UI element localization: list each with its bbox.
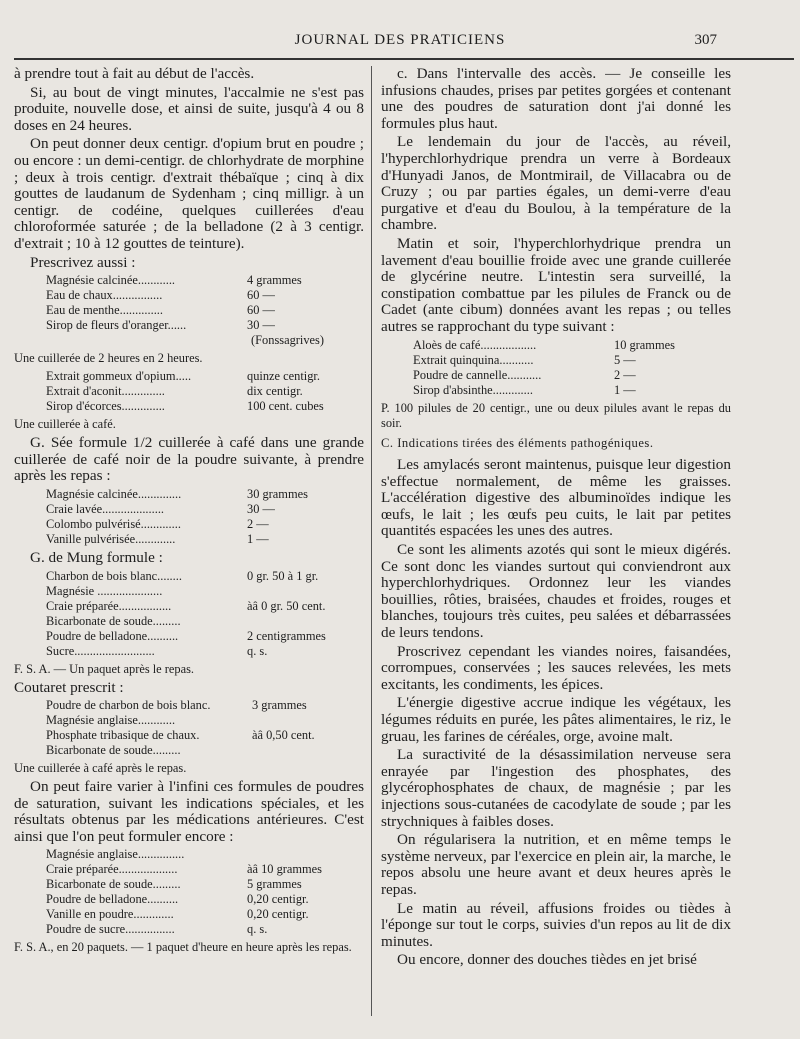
dosage-note: P. 100 pilules de 20 centigr., une ou deux pilules avant le repas du soir. [381,400,731,430]
quantity: 0 gr. 50 à 1 gr. [247,568,319,583]
paragraph: à prendre tout à fait au début de l'accès. [14,65,255,82]
prescription-row [14,569,364,584]
ingredient: Poudre de belladone.......... [46,892,179,907]
paragraph: G. Sée formule 1/2 cuillerée à café dans une grande cuillerée de café noir de la poudre suivante, à prendre après les repas : [14,434,364,485]
ingredient: Vanille pulvérisée............. [46,531,176,546]
quantity [241,847,247,862]
prescription-row [14,532,364,547]
ingredient: Bicarbonate de soude......... [46,877,181,892]
prescription-row [14,369,364,384]
paragraph: Le lendemain du jour de l'accès, au réveil, l'hyperchlorhydrique prendra un verre à Bordeaux d'Hunyadi Janos, de Montmirail, de Villacabra ou de Cruzy ; ou par parties égales, un demi-verre d'eau purgative et d'eau du Boulou, à la température de la chambre. [381,133,731,234]
prescription-table [14,847,364,937]
dosage-note: Une cuillerée à café. [14,417,116,432]
prescription-row [14,728,364,743]
page-header [0,28,800,58]
quantity: 5 grammes [247,877,302,892]
dosage-note: Une cuillerée à café après le repas. [14,761,187,776]
prescription-row [14,922,364,937]
page-number: 307 [694,32,717,48]
ingredient: Craie préparée................... [46,862,178,877]
ingredient: Sucre.......................... [46,643,155,658]
quantity: 2 — [247,516,269,531]
ingredient: Poudre de sucre................ [46,922,175,937]
prescription-row [381,338,731,353]
prescription-table [381,338,731,398]
prescription-row [14,629,364,644]
ingredient: Poudre de belladone.......... [46,628,179,643]
quantity: dix centigr. [247,384,303,399]
quantity: 60 — [247,303,275,318]
quantity: 10 grammes [614,337,675,352]
prescription-row [381,368,731,383]
paragraph: Proscrivez cependant les viandes noires, faisandées, corrompues, conservées ; les sauces relevées, les mets excitants, les condiments, les épices. [381,642,731,693]
prescription-table [14,698,364,758]
prescription-table [14,369,364,414]
paragraph: L'énergie digestive accrue indique les végétaux, les légumes réduits en purée, les pâtes alimentaires, le riz, le gruau, les farines de céréales, orge, avoine malt. [381,694,731,745]
quantity: quinze centigr. [247,369,320,384]
quantity: àâ 0 gr. 50 cent. [247,598,326,613]
prescription-row [14,288,364,303]
ingredient: Extrait d'aconit.............. [46,384,165,399]
prescription-row [14,517,364,532]
ingredient: Sirop de fleurs d'oranger...... [46,318,187,333]
prescription-row [14,384,364,399]
quantity: 2 centigrammes [247,628,326,643]
ingredient: Magnésie calcinée.............. [46,486,182,501]
prescription-row [14,698,364,713]
prescription-attribution: (Fonssagrives) [251,333,324,348]
ingredient: Eau de chaux................ [46,288,163,303]
paragraph: Ce sont les aliments azotés qui sont le mieux digérés. Ce sont donc les viandes surtout qui conviendront aux hyperchlorhydriques. Ordonnez leur les viandes bouillies, rôties, braisées, chaudes et froides, rouges et blanches, toujours très cuites, peu salées et débarrassées de leurs tendons. [381,541,731,642]
prescription-row [14,599,364,614]
quantity [241,584,247,599]
quantity: 30 — [247,501,275,516]
prescription-row [14,644,364,659]
prescription-row [14,713,364,728]
ingredient: Extrait gommeux d'opium..... [46,369,192,384]
prescription-table [14,273,364,348]
dosage-note: F. S. A., en 20 paquets. — 1 paquet d'heure en heure après les repas. [14,940,352,955]
quantity: 4 grammes [247,273,302,288]
prescription-row [14,743,364,758]
header-rule [14,58,794,60]
prescription-row [14,399,364,414]
ingredient: Eau de menthe.............. [46,303,163,318]
quantity: àâ 10 grammes [247,862,323,877]
quantity: 100 cent. cubes [247,399,324,414]
quantity: 1 — [614,382,636,397]
paragraph: Coutaret prescrit : [14,678,124,696]
quantity [246,743,252,758]
prescription-row [381,353,731,368]
prescription-row [14,318,364,333]
paragraph: La suractivité de la désassimilation nerveuse sera enrayée par l'ingestion des phosphates, des glycérophosphates de chaux, de magnésie ; par les injections sous-cutanées de cacodylate de soude ; par les strychniques à faibles doses. [381,746,731,830]
prescription-row [14,847,364,862]
paragraph: Matin et soir, l'hyperchlorhydrique prendra un lavement d'eau bouillie froide avec une grande cuillerée de glycérine neutre. L'intestin sera surveillé, la constipation combattue par les pilules de Franck ou de Cadet (ante cibum) données avant les repas ; ou telles autres se rapprochant du type suivant : [381,234,731,335]
quantity: 0,20 centigr. [247,892,309,907]
ingredient: Phosphate tribasique de chaux. [46,728,200,743]
ingredient: Magnésie ..................... [46,583,163,598]
paragraph: Ou encore, donner des douches tièdes en jet brisé [397,951,697,969]
paragraph: c. Dans l'intervalle des accès. — Je conseille les infusions chaudes, prises par petites gorgées et contenant une des poudres de saturation dont j'ai donné les formules plus haut. [381,65,731,132]
quantity: 0,20 centigr. [247,907,309,922]
quantity: 2 — [614,367,636,382]
quantity: q. s. [247,643,268,658]
left-column [14,66,364,958]
quantity: 1 — [247,531,269,546]
prescription-row [14,584,364,599]
dosage-note: F. S. A. — Un paquet après le repas. [14,661,195,676]
ingredient: Colombo pulvérisé............. [46,516,181,531]
paragraph: On régularisera la nutrition, et en même temps le système nerveux, par l'exercice en plein air, la marche, le repos absolu une heure avant et deux heures après le repas. [381,831,731,898]
ingredient: Magnésie calcinée............ [46,273,176,288]
prescription-table [14,569,364,659]
prescription-row [14,487,364,502]
prescription-row [14,892,364,907]
quantity: 30 — [247,318,275,333]
paragraph: Prescrivez aussi : [30,253,136,271]
quantity: 5 — [614,352,636,367]
right-column [381,66,731,971]
quantity: 60 — [247,288,275,303]
journal-title: JOURNAL DES PRATICIENS [294,32,506,48]
quantity: q. s. [247,922,268,937]
ingredient: Aloès de café.................. [413,337,537,352]
prescription-row [14,502,364,517]
ingredient: Sirop d'écorces.............. [46,399,165,414]
paragraph: On peut faire varier à l'infini ces formules de poudres de saturation, suivant les indications spéciales, et les résultats obtenus par les médications antérieures. C'est ainsi que l'on peut formuler encore : [14,778,364,845]
dosage-note: Une cuillerée de 2 heures en 2 heures. [14,351,203,366]
ingredient: Craie lavée.................... [46,501,165,516]
quantity: àâ 0,50 cent. [252,728,315,743]
prescription-row [14,907,364,922]
ingredient: Bicarbonate de soude......... [46,743,181,758]
prescription-row [14,877,364,892]
ingredient: Poudre de cannelle........... [413,367,542,382]
prescription-row [14,614,364,629]
ingredient: Extrait quinquina........... [413,352,534,367]
quantity: 30 grammes [247,486,308,501]
section-heading: C. Indications tirées des éléments pathogéniques. [381,435,654,450]
ingredient: Craie préparée................. [46,598,172,613]
paragraph: On peut donner deux centigr. d'opium brut en poudre ; ou encore : un demi-centigr. de chlorhydrate de morphine ; deux à trois centigr. d'extrait thébaïque ; cinq à dix gouttes de laudanum de Sydenham ; cinq milligr. à un centigr. de codéine, quelques cuillerées d'eau chloroformée saturée ; de la belladone (2 à 3 centigr. d'extrait ; 10 à 12 gouttes de teinture). [14,135,364,252]
ingredient: Magnésie anglaise............ [46,713,176,728]
quantity [246,713,252,728]
prescription-row [381,383,731,398]
quantity [241,614,247,629]
quantity: 3 grammes [252,698,307,713]
paragraph: Le matin au réveil, affusions froides ou tièdes à l'éponge sur tout le corps, suivies d'un repos au lit de dix minutes. [381,899,731,950]
paragraph: G. de Mung formule : [30,548,163,566]
ingredient: Bicarbonate de soude......... [46,613,181,628]
ingredient: Charbon de bois blanc........ [46,568,182,583]
paragraph: Les amylacés seront maintenus, puisque leur digestion s'effectue normalement, de même les graisses. L'accélération digestive des albuminoïdes indique les œufs, le lait ; les œufs peu cuits, le lait par petites quantités espacées les unes des autres. [381,456,731,540]
prescription-row [14,862,364,877]
prescription-row [14,273,364,288]
ingredient: Sirop d'absinthe............. [413,382,533,397]
paragraph: Si, au bout de vingt minutes, l'accalmie ne s'est pas produite, nouvelle dose, et ainsi de suite, jusqu'à 4 ou 8 doses en 24 heures. [14,83,364,134]
ingredient: Vanille en poudre............. [46,907,174,922]
prescription-row [14,303,364,318]
ingredient: Poudre de charbon de bois blanc. [46,698,211,713]
ingredient: Magnésie anglaise............... [46,847,185,862]
column-divider [371,66,372,1016]
prescription-table [14,487,364,547]
